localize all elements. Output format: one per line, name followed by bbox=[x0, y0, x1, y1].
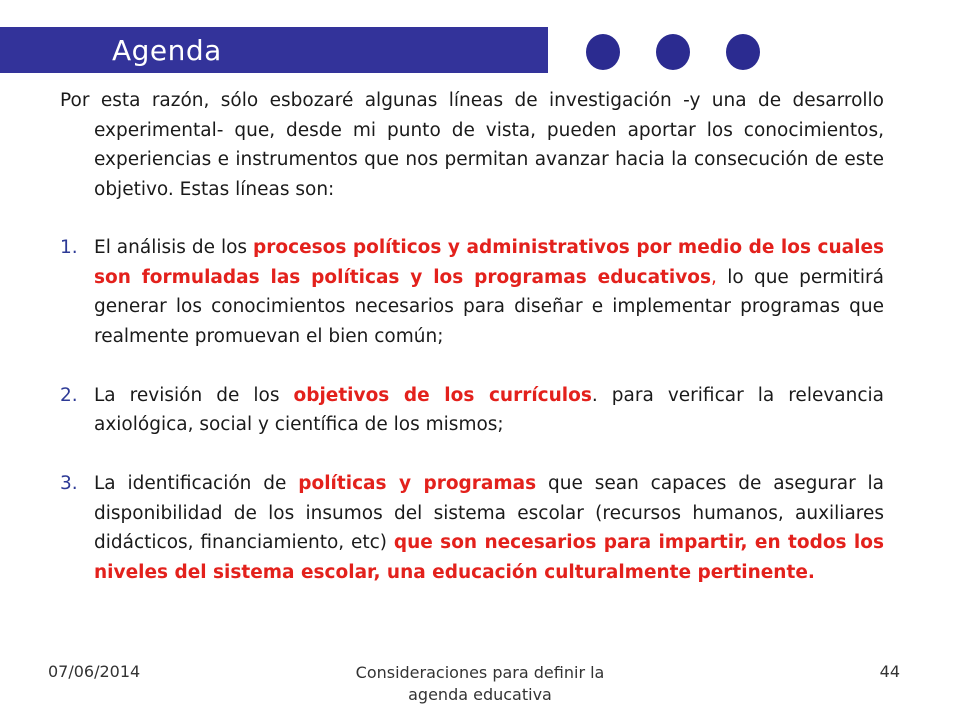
decorative-dot-3 bbox=[726, 34, 760, 70]
item-highlight: objetivos de los currículos bbox=[293, 384, 592, 406]
item-number: 2. bbox=[60, 384, 78, 406]
item-text-continued: lo que permitirá generar los conocimientos necesarios para diseñar e implementar programas que realmente promuevan el bien común; bbox=[94, 266, 884, 347]
item-comma: , bbox=[711, 266, 717, 288]
list-item bbox=[60, 469, 884, 587]
item-text-continued: que sean capaces de asegurar la disponibilidad de los insumos del sistema escolar (recursos humanos, auxiliares didácticos, financiamiento, etc) bbox=[94, 473, 885, 553]
item-highlight-2: que son necesarios para impartir, en todos los niveles del sistema escolar, una educación culturalmente pertinente. bbox=[94, 532, 884, 583]
item-number: 1. bbox=[60, 237, 78, 258]
item-highlight: políticas y programas bbox=[298, 473, 537, 494]
list-item bbox=[60, 381, 884, 440]
decorative-dot-1 bbox=[586, 34, 620, 70]
footer-date: 07/06/2014 bbox=[48, 662, 141, 681]
decorative-dot-2 bbox=[656, 34, 690, 70]
item-number: 3. bbox=[60, 473, 78, 494]
item-highlight: procesos políticos y administrativos por medio de los cuales son formuladas las políticas y los programas educativos bbox=[94, 237, 885, 288]
list-item bbox=[60, 233, 884, 351]
item-text: La revisión de los bbox=[94, 384, 294, 406]
intro-paragraph: Por esta razón, sólo esbozaré algunas líneas de investigación -y una de desarrollo experimental- que, desde mi punto de vista, pueden aportar los conocimientos, experiencias e instrumentos que nos permitan avanzar hacia la consecución de este objetivo. Estas líneas son: bbox=[60, 90, 884, 200]
slide-title: Agenda bbox=[112, 34, 222, 67]
item-text: El análisis de los bbox=[94, 237, 254, 258]
research-lines-list bbox=[60, 233, 884, 587]
item-text: La identificación de bbox=[94, 473, 299, 494]
page-number: 44 bbox=[879, 662, 900, 681]
item-text-continued: . para verificar la relevancia axiológica, social y científica de los mismos; bbox=[94, 384, 884, 435]
slide-body bbox=[60, 86, 884, 587]
slide-footer bbox=[0, 660, 960, 720]
footer-title: Consideraciones para definir la agenda educativa bbox=[355, 663, 605, 704]
title-bar bbox=[0, 27, 548, 73]
